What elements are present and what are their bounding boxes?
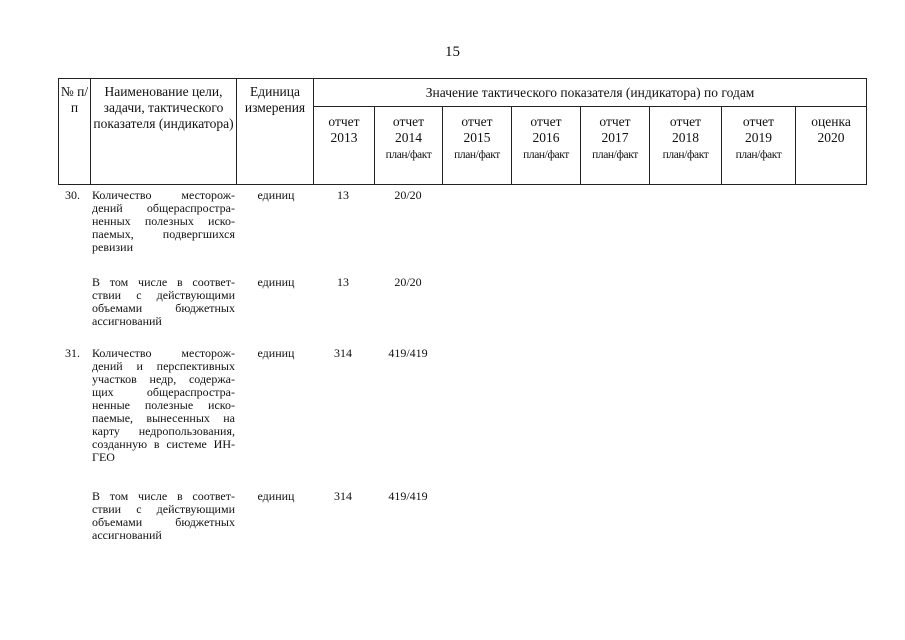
header-year-2019: отчет 2019 план/факт (722, 107, 796, 185)
header-year-2017: отчет 2017 план/факт (581, 107, 650, 185)
header-name: Наименование цели, задачи, тактического показателя (индикатора) (91, 79, 237, 185)
row-value-2014: 20/20 (394, 275, 422, 289)
row-num: 30. (65, 188, 80, 202)
row-unit: единиц (257, 188, 295, 202)
header-num: № п/п (59, 79, 91, 185)
row-unit: единиц (257, 489, 295, 503)
header-values-title: Значение тактического показателя (индикатора) по годам (314, 79, 867, 107)
header-year-2013: отчет 2013 (314, 107, 375, 185)
header-year-2015: отчет 2015 план/факт (443, 107, 512, 185)
indicator-table-header (58, 78, 867, 185)
header-year-2014: отчет 2014 план/факт (375, 107, 443, 185)
row-value-2013: 13 (337, 275, 349, 289)
row-value-2014: 419/419 (388, 489, 428, 503)
row-value-2013: 314 (334, 346, 352, 360)
row-value-2013: 314 (334, 489, 352, 503)
row-value-2013: 13 (337, 188, 349, 202)
row-name: В том числе в соответ-ствии с действующими объемами бюджетных ассигнований (92, 275, 235, 328)
row-value-2014: 20/20 (394, 188, 422, 202)
row-unit: единиц (257, 346, 295, 360)
header-year-2016: отчет 2016 план/факт (512, 107, 581, 185)
page-number: 15 (445, 44, 460, 60)
header-year-2020: оценка 2020 (796, 107, 867, 185)
row-unit: единиц (257, 275, 295, 289)
row-num: 31. (65, 346, 80, 360)
row-value-2014: 419/419 (388, 346, 428, 360)
row-name: Количество месторож-дений общераспростра-ненных полезных иско-паемых, подвергшихся ревизии (92, 188, 235, 254)
header-unit: Единица измерения (237, 79, 314, 185)
row-name: Количество месторож-дений и перспективных участков недр, содержа-щих общераспростра-ненные полезные иско-паемые, вынесенных на карту недропользования, созданную в системе ИН-ГЕО (92, 346, 235, 464)
row-name: В том числе в соответ-ствии с действующими объемами бюджетных ассигнований (92, 489, 235, 542)
header-year-2018: отчет 2018 план/факт (650, 107, 722, 185)
